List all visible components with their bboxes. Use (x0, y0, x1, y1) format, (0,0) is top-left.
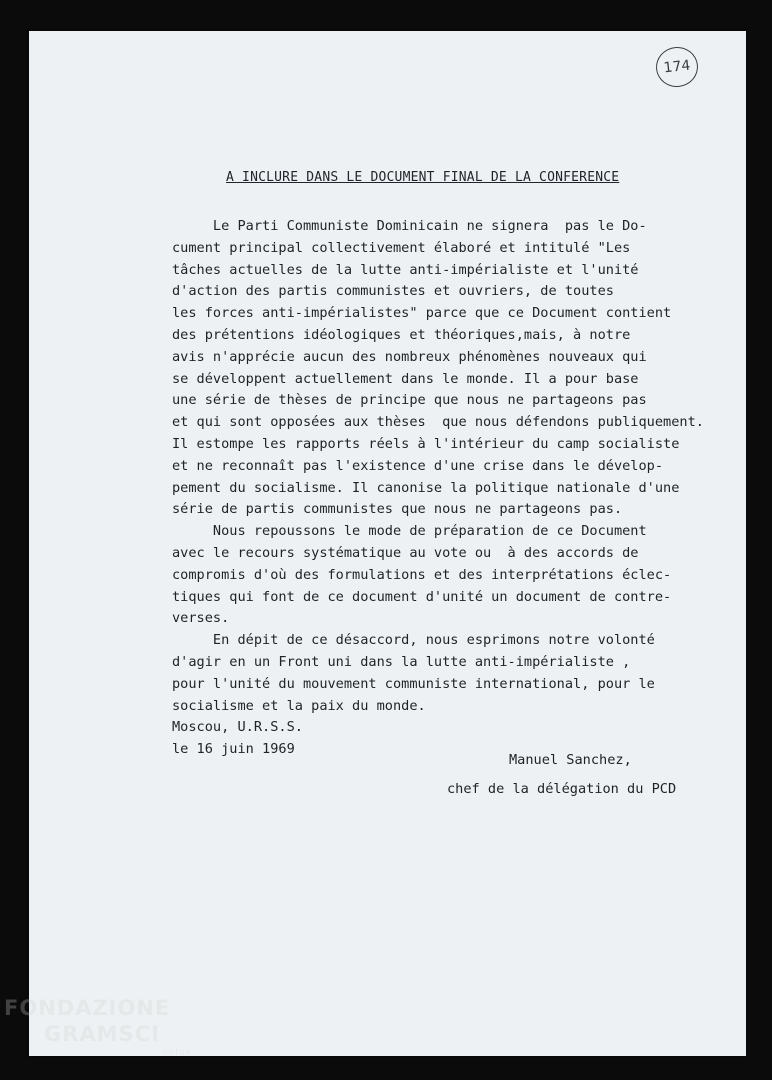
body-line: socialisme et la paix du monde. (172, 697, 426, 714)
body-line: série de partis communistes que nous ne partageons pas. (172, 501, 623, 518)
body-line: tiques qui font de ce document d'unité un document de contre- (172, 588, 672, 605)
body-line: d'agir en un Front uni dans la lutte anti-impérialiste , (172, 653, 631, 670)
body-line: se développent actuellement dans le monde. Il a pour base (172, 370, 639, 387)
place-line: Moscou, U.R.S.S. (172, 719, 303, 736)
archive-watermark (4, 996, 191, 1058)
signature-role: chef de la délégation du PCD (447, 781, 677, 797)
folio-number: 174 (662, 57, 692, 77)
document-title: A INCLURE DANS LE DOCUMENT FINAL DE LA CONFERENCE (226, 170, 620, 185)
body-line: d'action des partis communistes et ouvriers, de toutes (172, 283, 614, 300)
body-line: Il estompe les rapports réels à l'intérieur du camp socialiste (172, 435, 680, 452)
body-line: En dépit de ce désaccord, nous esprimons notre volonté (172, 632, 655, 649)
body-line: Nous repoussons le mode de préparation de ce Document (172, 523, 647, 540)
body-line: compromis d'où des formulations et des interprétations éclec- (172, 566, 672, 583)
body-line: Le Parti Communiste Dominicain ne signera pas le Do- (172, 218, 647, 234)
body-line: verses. (172, 610, 230, 627)
body-line: pement du socialisme. Il canonise la politique nationale d'une (172, 479, 680, 496)
body-line: tâches actuelles de la lutte anti-impérialiste et l'unité (172, 261, 639, 278)
body-line: des prétentions idéologiques et théoriques,mais, à notre (172, 326, 631, 343)
body-line: et qui sont opposées aux thèses que nous défendons publiquement. (172, 414, 704, 431)
body-line: et ne reconnaît pas l'existence d'une crise dans le dévelop- (172, 457, 664, 474)
body-line: avis n'apprécie aucun des nombreux phénomènes nouveaux qui (172, 348, 647, 365)
date-line: le 16 juin 1969 (172, 741, 295, 758)
signature-name: Manuel Sanchez, (509, 752, 632, 768)
watermark-line1: FONDAZIONE (4, 996, 171, 1020)
watermark-line2: GRAMSCI (44, 1022, 160, 1046)
body-line: les forces anti-impérialistes" parce que ce Document contient (172, 305, 672, 322)
body-line: cument principal collectivement élaboré et intitulé "Les (172, 239, 631, 256)
body-line: avec le recours systématique au vote ou à des accords de (172, 544, 639, 561)
body-line: une série de thèses de principe que nous ne partageons pas (172, 392, 647, 409)
document-body (172, 216, 727, 761)
watermark-line3: onlus (162, 1048, 192, 1058)
body-line: pour l'unité du mouvement communiste international, pour le (172, 675, 655, 692)
